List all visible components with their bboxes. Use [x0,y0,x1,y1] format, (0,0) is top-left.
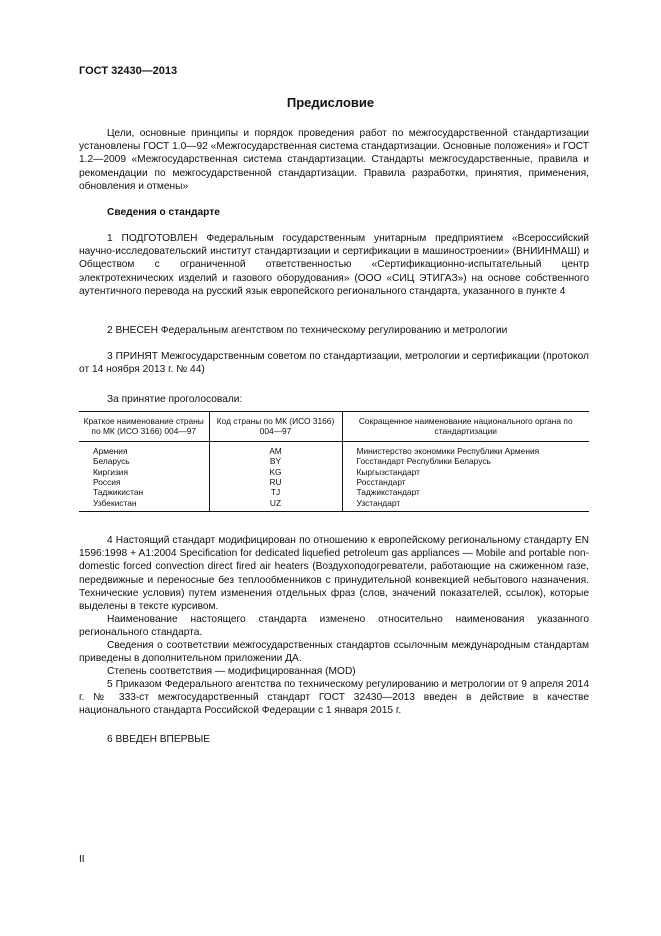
column-header-code: Код страны по МК (ИСО 3166) 004—97 [209,412,342,442]
country-cell: Киргизия [93,466,129,477]
body-cell: Узстандарт [342,498,589,512]
item-4-text: 4 Настоящий стандарт модифицирован по отношению к европейскому региональному стандарту EN 1596:1998 + A1:2004 Specification for dedicated liquefied petroleum gas appliances — Mobile and portable non-domestic forced convection direct fired air heaters (Воздухоподогреватели, работающие на сжиженном газе, передвижные и переносные без теплообменников с принудительной конвекцией небытового назначения. Технические условия) путем изменения отдельных фраз (слов, значений показателей, ссылок), которые выделены в тексте курсивом. [79,535,589,613]
body-cell: Министерство экономики Республики Армения [342,441,589,456]
document-header: ГОСТ 32430—2013 [79,65,178,77]
vote-label: За принятие проголосовали: [107,394,243,405]
code-cell: RU [209,477,342,487]
item-2-text: 2 ВНЕСЕН Федеральным агентством по техническому регулированию и метрологии [107,325,508,336]
country-cell: Армения [93,445,128,456]
table-row [79,487,589,497]
item-1-paragraph [79,232,589,298]
table-row [79,498,589,512]
item-3-text: 3 ПРИНЯТ Межгосударственным советом по стандартизации, метрологии и сертификации (протокол от 14 ноября 2013 г. № 44) [79,351,589,376]
country-cell: Таджикистан [93,487,144,498]
voting-table [79,411,589,512]
item-4-degree-text: Степень соответствия — модифицированная (MOD) [107,666,356,677]
item-4-degree-paragraph [79,665,589,678]
item-4-refs-paragraph [79,639,589,665]
info-heading: Сведения о стандарте [107,207,220,218]
body-cell: Кыргызстандарт [342,467,589,477]
table-row [79,467,589,477]
item-1-text: 1 ПОДГОТОВЛЕН Федеральным государственным унитарным предприятием «Всероссийский научно-исследовательский институт стандартизации и сертификации в машиностроении» (ВНИИНМАШ) и Обществом с ограниченной ответственностью «Сертификационно-испытательный центр электротехнических изделий и газового оборудования» (ООО «СИЦ ЭТИГАЗ») на основе собственного аутентичного перевода на русский язык европейского регионального стандарта, указанного в пункте 4 [79,233,589,297]
item-5-text: 5 Приказом Федерального агентства по техническому регулированию и метрологии от 9 апреля 2014 г. № 333-ст межгосударственный стандарт ГОСТ 32430—2013 введен в действие в качестве национального стандарта Российской Федерации с 1 января 2015 г. [79,679,589,717]
page-title: Предисловие [286,95,375,110]
item-4-refs-text: Сведения о соответствии межгосударственных стандартов ссылочным международным стандартам приведены в дополнительном приложении ДА. [79,640,589,665]
table-row [79,441,589,456]
column-header-body: Сокращенное наименование национального органа по стандартизации [342,412,589,442]
table-row [79,456,589,466]
code-cell: KG [209,467,342,477]
item-3-paragraph [79,350,589,376]
country-cell: Беларусь [93,456,130,467]
item-6-paragraph [79,733,589,746]
item-4-name-paragraph [79,613,589,639]
body-cell: Госстандарт Республики Беларусь [342,456,589,466]
item-6-text: 6 ВВЕДЕН ВПЕРВЫЕ [107,734,211,745]
item-4-paragraph [79,534,589,613]
table-row [79,477,589,487]
code-cell: AM [209,441,342,456]
code-cell: TJ [209,487,342,497]
item-2-paragraph [79,324,589,337]
body-cell: Таджикстандарт [342,487,589,497]
code-cell: BY [209,456,342,466]
intro-paragraph [79,127,589,193]
item-5-paragraph [79,678,589,718]
country-cell: Россия [93,477,121,488]
country-cell: Узбекистан [79,498,209,512]
item-4-name-text: Наименование настоящего стандарта изменено относительно наименования указанного регионального стандарта. [79,614,589,639]
table-header-row [79,412,589,442]
body-cell: Росстандарт [342,477,589,487]
column-header-country: Краткое наименование страны по МК (ИСО 3166) 004—97 [79,412,209,442]
intro-text: Цели, основные принципы и порядок проведения работ по межгосударственной стандартизации установлены ГОСТ 1.0—92 «Межгосударственная система стандартизации. Основные положения» и ГОСТ 1.2—2009 «Межгосударственная система стандартизации. Стандарты межгосударственные, правила и рекомендации по межгосударственной стандартизации. Правила разработки, принятия, применения, обновления и отмены» [79,128,589,192]
code-cell: UZ [209,498,342,512]
page-number: II [79,854,85,865]
